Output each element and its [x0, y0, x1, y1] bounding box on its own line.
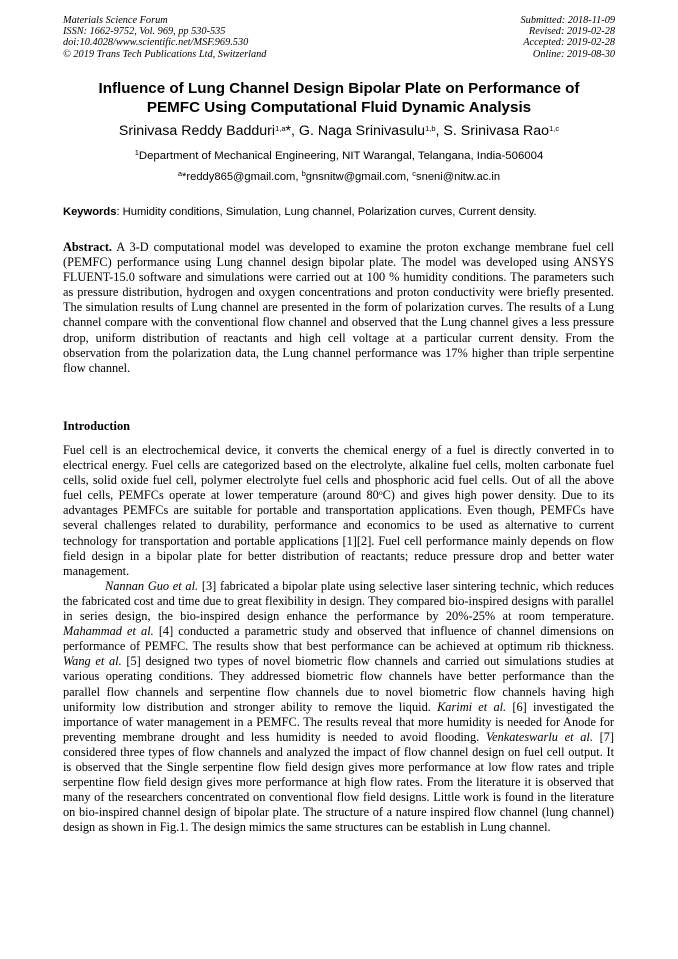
journal-name: Materials Science Forum [63, 15, 168, 26]
email-b[interactable]: gnsnitw@gmail.com, [305, 171, 413, 183]
publication-dates [521, 15, 615, 60]
revised-date: Revised: 2019-02-28 [528, 26, 615, 38]
ref-author-karimi: Karimi et al. [437, 699, 507, 714]
keywords-label: Keywords [63, 206, 117, 218]
author-2-affil: 1,b [425, 123, 436, 133]
corresponding-mark: *, [285, 123, 299, 139]
journal-info [63, 15, 266, 60]
ref-author-mahammad: Mahammad et al. [63, 624, 154, 639]
introduction-body [63, 443, 614, 835]
author-separator: , [435, 123, 444, 139]
abstract [63, 240, 614, 376]
author-1-affil: 1,a [275, 123, 286, 133]
ref-author-wang: Wang et al. [63, 654, 122, 669]
p2-text-1: [3] fabricated a bipolar plate using selective laser sintering technic, which reduces the fabricated cost and time due to great flexibility in design. They compared bio-inspired designs with parallel in series design, the bio-inspired design enhance the performance by 20%-25% at room temperature. [63, 578, 614, 624]
email-a-mark: a [177, 168, 183, 178]
online-date: Online: 2019-08-30 [532, 48, 615, 60]
affiliation [20, 147, 658, 163]
affiliation-text: Department of Mechanical Engineering, NIT Warangal, Telangana, India-506004 [138, 150, 544, 162]
author-1: Srinivasa Reddy Badduri [118, 123, 276, 139]
email-list [20, 168, 658, 184]
degree-sup: o [378, 488, 383, 498]
p2-text-4: [6] investigated the importance of water management in a PEMFC. The results reveal that more humidity is needed for Anode for preventing membrane drought and less humidity is needed to avoid flooding. [63, 699, 615, 744]
title-line-1: Influence of Lung Channel Design Bipolar Plate on Performance of [98, 80, 580, 97]
keywords-text: : Humidity conditions, Simulation, Lung channel, Polarization curves, Current density. [116, 206, 537, 218]
accepted-date: Accepted: 2019-02-28 [523, 37, 615, 49]
ref-author-venkateswarlu: Venkateswarlu et al. [485, 729, 593, 744]
abstract-label: Abstract. [63, 240, 113, 254]
copyright-line: © 2019 Trans Tech Publications Ltd, Switzerland [63, 48, 267, 60]
p2-text-2: [4] conducted a parametric study and observed that influence of channel dimensions on performance of PEMFC. The results show that best performance can be achieved at optimum rib thickness. [63, 624, 614, 654]
submitted-date: Submitted: 2018-11-09 [520, 15, 615, 26]
affiliation-number: 1 [134, 147, 139, 157]
author-2: G. Naga Srinivasulu [298, 123, 426, 139]
p2-text-3: [5] designed two types of novel biometric flow channels and carried out simulations studies at various operating conditions. They addressed biometric flow channels have better performance than the parallel flow channels and serpentine flow channels due to novel biometric flow channels having high uniformity low distribution and stronger ability to remove the liquid. [63, 654, 614, 714]
email-c-mark: c [412, 168, 416, 178]
author-3: S. Srinivasa Rao [443, 123, 550, 139]
author-list [20, 123, 658, 140]
author-3-affil: 1,c [549, 123, 560, 133]
section-heading-introduction: Introduction [63, 419, 130, 433]
title-line-2: PEMFC Using Computational Fluid Dynamic Analysis [146, 98, 532, 116]
p1-text-a: Fuel cell is an electrochemical device, it converts the chemical energy of a fuel is directly converted in to electrical energy. Fuel cells are categorized based on the electrolyte, alkaline fuel cells, molten carbonate fuel cells, solid oxide fuel cell, polymer electrolyte fuel cells and phosphoric acid fuel cells. Out of all the above fuel cells, PEMFCs operate at lower temperature (around 80 [63, 443, 614, 503]
intro-paragraph-1 [63, 443, 614, 579]
keywords [63, 206, 615, 219]
issn-line: ISSN: 1662-9752, Vol. 969, pp 530-535 [63, 26, 226, 38]
p2-text-5: [7] considered three types of flow channels and analyzed the impact of flow channel design on fuel cell output. It is observed that the Single serpentine flow field design gives more performance at low flow rates and triple serpentine flow field design gives more performance at high flow rates. From the literature it is observed that many of the researchers concentrated on conventional flow field designs. Little work is found in the literature on bio-inspired channel design of bipolar plate. The structure of a nature inspired flow channel (lung channel) design as shown in Fig.1. The design mimics the same structures can be establish in Lung channel. [63, 729, 615, 835]
abstract-text: A 3-D computational model was developed to examine the proton exchange membrane fuel cell (PEMFC) performance using Lung channel design bipolar plate. The model was developed using ANSYS FLUENT-15.0 software and simulations were carried out at 100 % humidity conditions. The parameters such as pressure distribution, hydrogen and oxygen concentrations and proton conductivity were briefly presented. The simulation results of Lung channel are presented in the form of polarization curves. The results of a Lung channel compare with the conventional flow channel and observed that the Lung channel gives a less pressure drop, uniform distribution of reactants and high cell voltage at a particular current density. From the observation from the polarization data, the Lung channel performance was 17% higher than triple serpentine flow channel. [63, 240, 614, 375]
paper-title [40, 80, 638, 117]
p1-text-b: C) and gives high power density. Due to its advantages PEMFCs are suitable for portable and transportation applications. Even though, PEMFCs have several challenges related to durability, performance and economics to be used as alternative to current technology for transportation and portable applications [1][2]. Fuel cell performance mainly depends on flow field design in a bipolar plate for better distribution of reactants; reduce pressure drop and better water management. [63, 488, 614, 578]
email-b-mark: b [301, 168, 306, 178]
email-c[interactable]: sneni@nitw.ac.in [416, 171, 501, 183]
email-a[interactable]: *reddy865@gmail.com, [182, 171, 302, 183]
doi-line: doi:10.4028/www.scientific.net/MSF.969.530 [63, 37, 249, 49]
ref-author-guo: Nannan Guo et al. [105, 578, 199, 593]
intro-paragraph-2 [63, 579, 614, 836]
